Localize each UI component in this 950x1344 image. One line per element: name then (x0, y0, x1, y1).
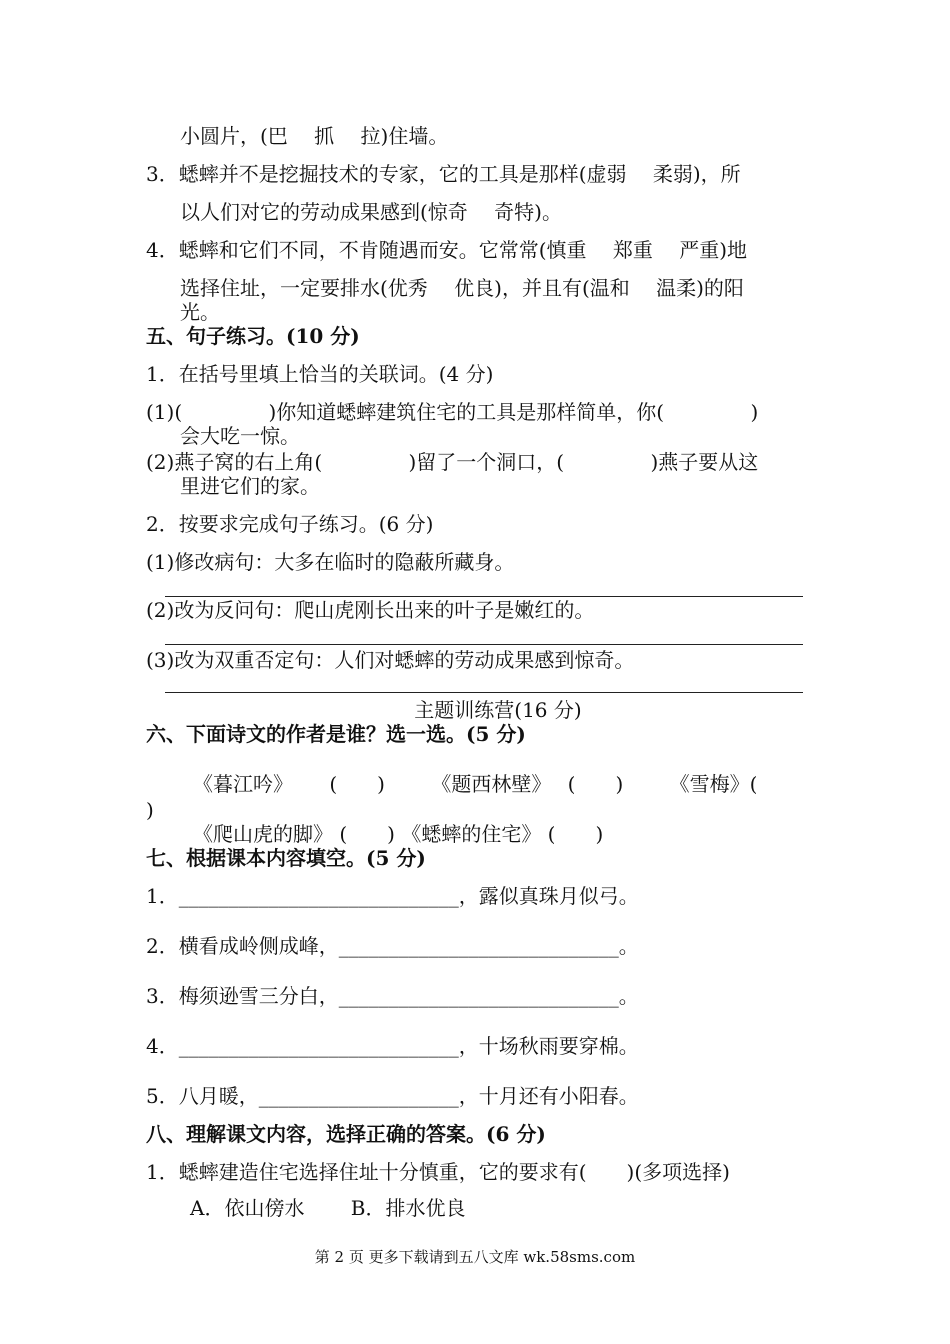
section-5-heading: 五、句子练习。(10 分) (146, 324, 360, 348)
text-line: 以人们对它的劳动成果感到(惊奇 奇特)。 (180, 200, 562, 224)
text-line: 小圆片，(巴 抓 拉)住墙。 (180, 124, 449, 148)
question-5-1-1: (1)( )你知道蟋蟀建筑住宅的工具是那样简单，你( ) (146, 400, 759, 424)
question-5-2-2: (2)改为反问句：爬山虎刚长出来的叶子是嫩红的。 (146, 598, 595, 622)
answer-line[interactable] (165, 596, 803, 597)
fill-2: 2．横看成岭侧成峰，____________________________。 (146, 934, 639, 958)
page-footer: 第 2 页 更多下载请到五八文库 wk.58sms.com (314, 1248, 636, 1266)
question-8-1: 1．蟋蟀建造住宅选择住址十分慎重，它的要求有( )(多项选择) (146, 1160, 730, 1184)
question-5-1-2: (2)燕子窝的右上角( )留了一个洞口，( )燕子要从这 (146, 450, 759, 474)
question-5-1: 1．在括号里填上恰当的关联词。(4 分) (146, 362, 494, 386)
fill-3: 3．梅须逊雪三分白，____________________________。 (146, 984, 639, 1008)
question-5-2-3: (3)改为双重否定句：人们对蟋蟀的劳动成果感到惊奇。 (146, 648, 635, 672)
text-line: 会大吃一惊。 (180, 424, 300, 448)
fill-5: 5．八月暖，____________________，十月还有小阳春。 (146, 1084, 639, 1108)
fill-1: 1．____________________________，露似真珠月似弓。 (146, 884, 639, 908)
section-7-heading: 七、根据课本内容填空。(5 分) (146, 846, 426, 870)
question-4: 4．蟋蟀和它们不同，不肯随遇而安。它常常(慎重 郑重 严重)地 (146, 238, 748, 262)
theme-heading: 主题训练营(16 分) (414, 698, 582, 722)
answer-line[interactable] (165, 692, 803, 693)
text-line: 里进它们的家。 (180, 474, 320, 498)
text-line: 选择住址，一定要排水(优秀 优良)，并且有(温和 温柔)的阳 (180, 276, 744, 300)
poem-row-2: 《爬山虎的脚》 ( ) 《蟋蟀的住宅》 ( ) (193, 822, 604, 846)
fill-4: 4．____________________________，十场秋雨要穿棉。 (146, 1034, 639, 1058)
text-line: 光。 (180, 300, 220, 324)
answer-line[interactable] (165, 644, 803, 645)
section-8-heading: 八、理解课文内容，选择正确的答案。(6 分) (146, 1122, 546, 1146)
question-8-1-options: A．依山傍水 B．排水优良 (190, 1196, 466, 1220)
question-3: 3．蟋蟀并不是挖掘技术的专家，它的工具是那样(虚弱 柔弱)，所 (146, 162, 741, 186)
poem-row-1: 《暮江吟》 ( ) 《题西林壁》 ( ) 《雪梅》( (193, 772, 758, 796)
question-5-2-1: (1)修改病句：大多在临时的隐蔽所藏身。 (146, 550, 515, 574)
section-6-heading: 六、下面诗文的作者是谁？选一选。(5 分) (146, 722, 526, 746)
poem-row-1-wrap: ) (146, 798, 154, 822)
question-5-2: 2．按要求完成句子练习。(6 分) (146, 512, 434, 536)
